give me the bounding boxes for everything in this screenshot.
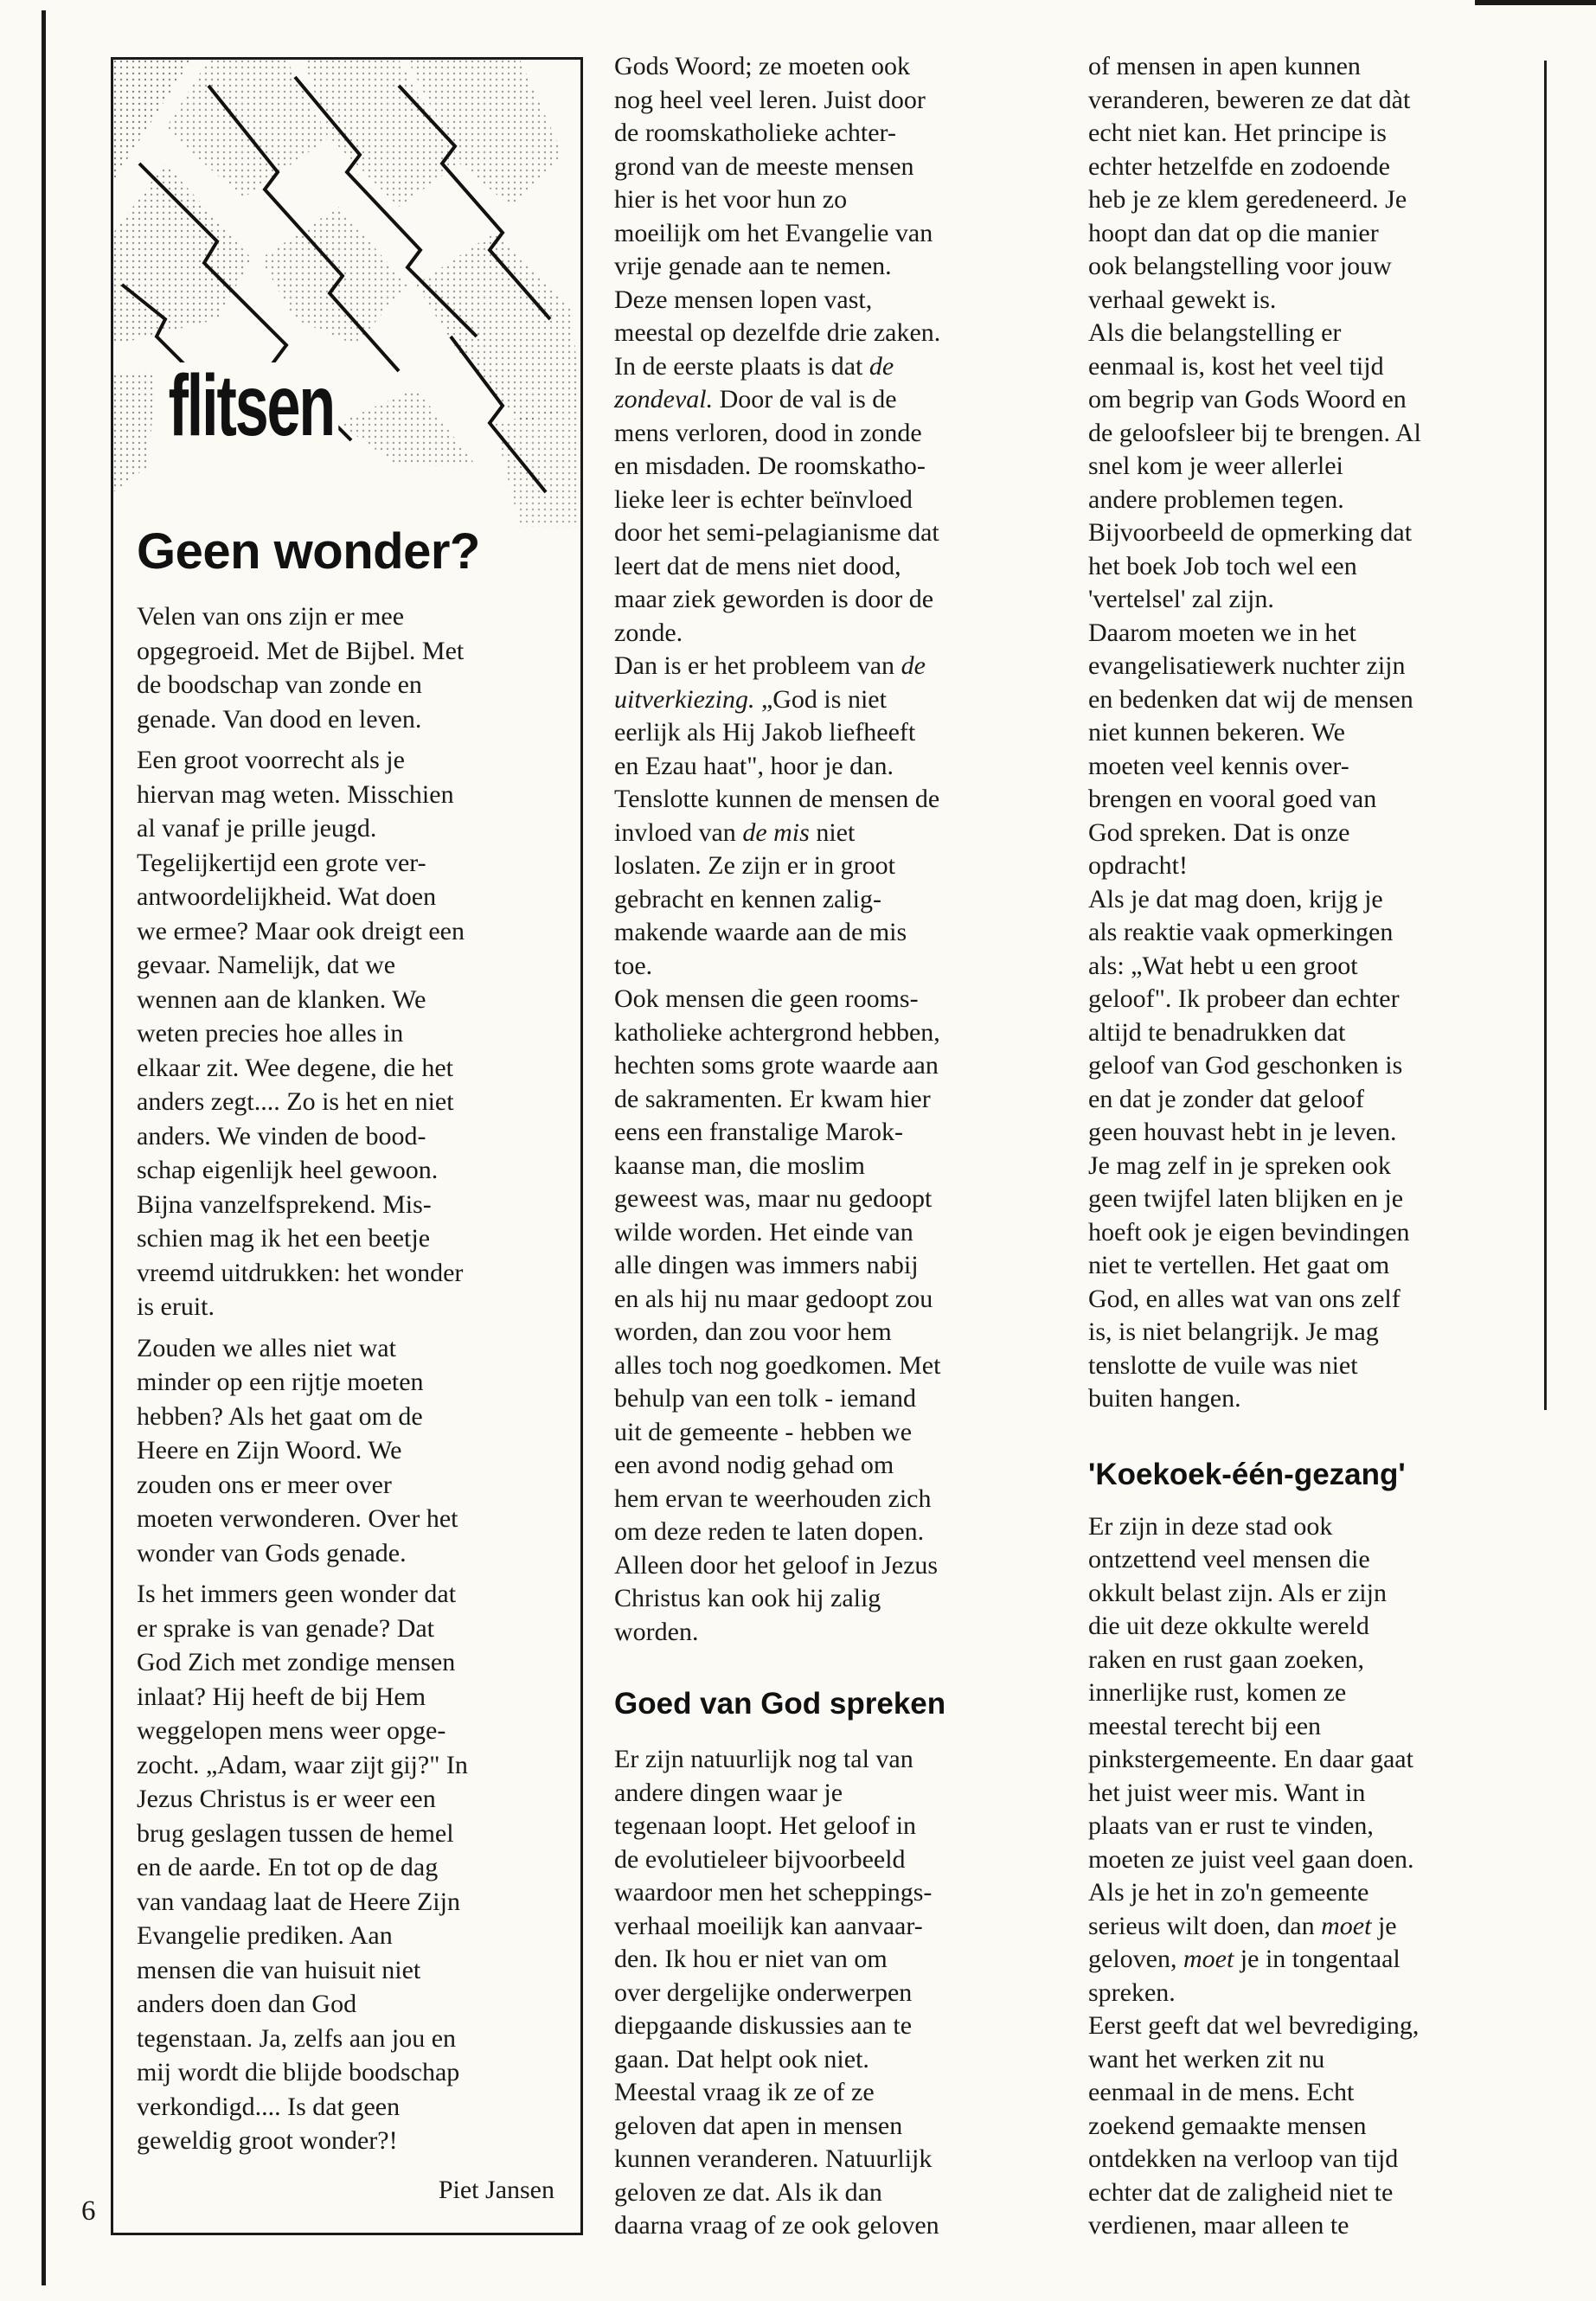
emphasis-text: moet — [1321, 1911, 1372, 1940]
text-run: Gods Woord; ze moeten ook nog heel veel leren. Juist door de roomskatholieke achter- grond van de meeste mensen hier is het voor hun zo moeilijk om het Evangelie van vrije genade aan te nemen. Deze mensen lopen vast, meestal op dezelfde drie zaken. In de eerste plaats is dat — [614, 52, 941, 381]
body-paragraph — [614, 50, 1064, 983]
author-name: Piet Jansen — [438, 2176, 554, 2204]
sidebar-paragraph: Een groot voorrecht als je hiervan mag weten. Misschien al vanaf je prille jeugd. Tegelijkertijd een grote ver- antwoordelijkheid. Wat doen we ermee? Maar ook dreigt een gevaar. Namelijk, dat we wennen aan de klanken. We weten precies hoe alles in elkaar zit. Wee degene, die het anders zegt.... Zo is het en niet anders. We vinden de bood- schap eigenlijk heel gewoon. Bijna vanzelfsprekend. Mis- schien mag ik het een beetje vreemd uitdrukken: het wonder is eruit. — [137, 746, 465, 1321]
body-paragraph — [1088, 1510, 1538, 2243]
section-heading: 'Koekoek-één-gezang' — [1088, 1457, 1406, 1491]
middle-column — [614, 50, 1064, 2243]
emphasis-text: de zondeval. — [614, 351, 894, 413]
text-run: Er zijn in deze stad ook ontzettend veel mensen die okkult belast zijn. Als er zijn die uit deze okkulte wereld raken en rust gaan zoeken, innerlijke rust, komen ze meestal terecht bij een pinkstergemeente. En daar gaat het juist weer mis. Want in plaats van er rust te vinden, moeten ze juist veel gaan doen. Als je het in zo'n gemeente serieus wilt doen, dan — [1088, 1511, 1414, 1940]
flitsen-banner — [113, 60, 580, 527]
sidebar-body — [137, 599, 569, 2165]
sidebar-paragraph: Zouden we alles niet wat minder op een rijtje moeten hebben? Als het gaat om de Heere en Zijn Woord. We zouden ons er meer over moeten verwonderen. Over het wonder van Gods genade. — [137, 1333, 458, 1567]
flitsen-logo-word: flitsen — [163, 362, 339, 449]
sidebar-paragraph: Velen van ons zijn er mee opgegroeid. Met de Bijbel. Met de boodschap van zonde en genade. Van dood en leven. — [137, 602, 465, 734]
body-paragraph: of mensen in apen kunnen veranderen, beweren ze dat dàt echt niet kan. Het principe is echter hetzelfde en zodoende heb je ze klem geredeneerd. Je hoopt dan dat op die manier ook belangstelling voor jouw verhaal gewekt is. Als die belangstelling er eenmaal is, kost het veel tijd om begrip van Gods Woord en de geloofsleer bij te brengen. Al snel kom je weer allerlei andere problemen tegen. Bijvoorbeeld de opmerking dat het boek Job toch wel een 'vertelsel' zal zijn. Daarom moeten we in het evangelisatiewerk nuchter zijn en bedenken dat wij de mensen niet kunnen bekeren. We moeten veel kennis over- brengen en vooral goed van God spreken. Dat is onze opdracht! Als je dat mag doen, krijg je als reaktie vaak opmerkingen als: „Wat hebt u een groot geloof". Ik probeer dan echter altijd te benadrukken dat geloof van God geschonken is en dat je zonder dat geloof geen houvast hebt in je leven. Je mag zelf in je spreken ook geen twijfel laten blijken en je hoeft ook je eigen bevindingen niet te vertellen. Het gaat om God, en alles wat van ons zelf is, is niet belangrijk. Je mag tenslotte de vuile was niet buiten hangen. — [1088, 52, 1421, 1413]
lightning-graphic — [113, 60, 580, 527]
page-number: 6 — [81, 2195, 96, 2227]
text-run: je geloven, — [1088, 1911, 1397, 1973]
top-rule — [1475, 0, 1596, 5]
page-edge-rule — [42, 10, 46, 2285]
column-rule — [1544, 61, 1547, 1410]
body-paragraph: Ook mensen die geen rooms- katholieke achtergrond hebben, hechten soms grote waarde aan de sakramenten. Er kwam hier eens een franstalige Marok- kaanse man, die moslim geweest was, maar nu gedoopt wilde worden. Het einde van alle dingen was immers nabij en als hij nu maar gedoopt zou worden, dan zou voor hem alles toch nog goedkomen. Met behulp van een tolk - iemand uit de gemeente - hebben we een avond nodig gehad om hem ervan te weerhouden zich om deze reden te laten dopen. Alleen door het geloof in Jezus Christus kan ook hij zalig worden. — [614, 984, 941, 1646]
text-run: niet loslaten. Ze zijn er in groot gebracht en kennen zalig- makende waarde aan de mis toe. — [614, 817, 907, 980]
body-paragraph: Er zijn natuurlijk nog tal van andere dingen waar je tegenaan loopt. Het geloof in de evolutieleer bijvoorbeeld waardoor men het scheppings- verhaal moeilijk kan aanvaar- den. Ik hou er niet van om over dergelijke onderwerpen diepgaande diskussies aan te gaan. Dat helpt ook niet. Meestal vraag ik ze of ze geloven dat apen in mensen kunnen veranderen. Natuurlijk geloven ze dat. Als ik dan daarna vraag of ze ook geloven — [614, 1745, 939, 2240]
text-run: Door de val is de mens verloren, dood in zonde en misdaden. De roomskatho- lieke leer is echter beïnvloed door het semi-pelagianisme dat leert dat de mens niet dood, maar ziek geworden is door de zonde. Dan is er het probleem van — [614, 385, 939, 680]
text-run: je in tongentaal spreken. Eerst geeft dat wel bevrediging, want het werken zit nu eenmaal in de mens. Echt zoekend gemaakte mensen ontdekken na verloop van tijd echter dat de zaligheid niet te verdienen, maar alleen te — [1088, 1945, 1420, 2240]
emphasis-text: de uitverkiezing. — [614, 651, 926, 714]
right-column — [1088, 50, 1538, 2243]
emphasis-text: moet — [1183, 1945, 1234, 1973]
sidebar-title: Geen wonder? — [137, 523, 480, 580]
sidebar-box — [111, 57, 583, 2235]
sidebar-paragraph: Is het immers geen wonder dat er sprake is van genade? Dat God Zich met zondige mensen inlaat? Hij heeft de bij Hem weggelopen mens weer opge- zocht. „Adam, waar zijt gij?" In Jezus Christus is er weer een brug geslagen tussen de hemel en de aarde. En tot op de dag van vandaag laat de Heere Zijn Evangelie prediken. Aan mensen die van huisuit niet anders doen dan God tegenstaan. Ja, zelfs aan jou en mij wordt die blijde boodschap verkondigd.... Is dat geen geweldig groot wonder?! — [137, 1580, 468, 2155]
section-heading: Goed van God spreken — [614, 1687, 946, 1721]
emphasis-text: de mis — [742, 817, 810, 847]
text-run: „God is niet eerlijk als Hij Jakob liefheeft en Ezau haat", hoor je dan. Tenslotte kunnen de mensen de invloed van — [614, 684, 940, 847]
